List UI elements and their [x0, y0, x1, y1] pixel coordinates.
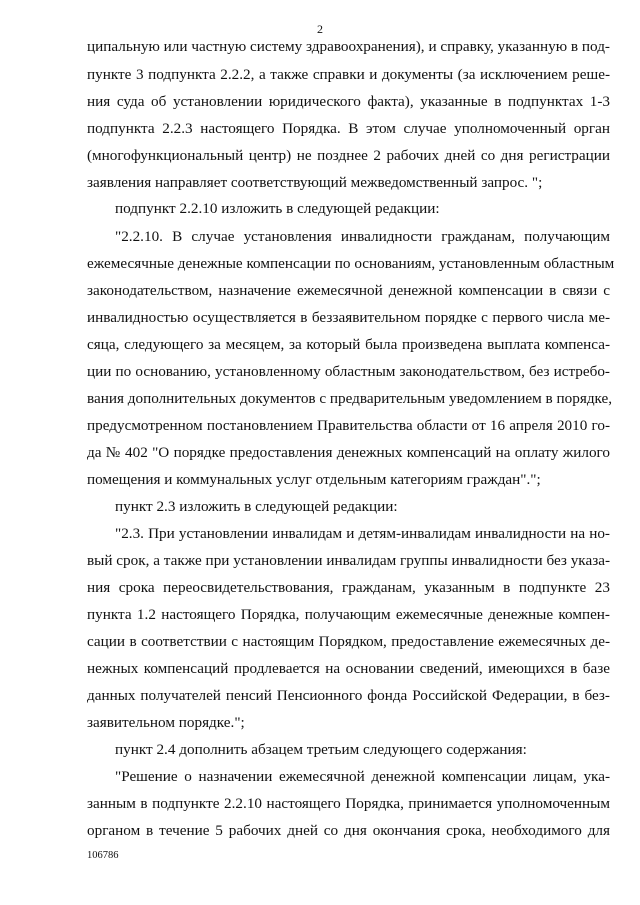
text-line: "2.3. При установлении инвалидам и детям-инвалидам инвалидности на но-: [115, 525, 610, 542]
text-line: пункта 1.2 настоящего Порядка, получающим ежемесячные денежные компен-: [87, 606, 610, 623]
text-line: предусмотренном постановлением Правительства области от 16 апреля 2010 го-: [87, 417, 610, 434]
text-line: сации в соответствии с настоящим Порядком, предоставление ежемесячных де-: [87, 633, 610, 650]
text-line: органом в течение 5 рабочих дней со дня окончания срока, необходимого для: [87, 822, 610, 839]
text-line: "2.2.10. В случае установления инвалидности гражданам, получающим: [115, 228, 610, 245]
page-number: 2: [317, 22, 323, 36]
text-line: "Решение о назначении ежемесячной денежной компенсации лицам, ука-: [115, 768, 610, 785]
text-line: ния срока переосвидетельствования, гражданам, указанным в подпункте 23: [87, 579, 610, 596]
text-line: сяца, следующего за месяцем, за который была произведена выплата компенса-: [87, 336, 610, 353]
text-line: (многофункциональный центр) не позднее 2 рабочих дней со дня регистрации: [87, 147, 610, 164]
text-line: инвалидностью осуществляется в беззаявительном порядке с первого числа ме-: [87, 309, 610, 326]
text-line: вый срок, а также при установлении инвалидам группы инвалидности без указа-: [87, 552, 610, 569]
text-line: пункт 2.4 дополнить абзацем третьим следующего содержания:: [115, 741, 527, 758]
text-line: подпункта 2.2.3 настоящего Порядка. В этом случае уполномоченный орган: [87, 120, 610, 137]
text-line: ципальную или частную систему здравоохранения), и справку, указанную в под-: [87, 38, 610, 55]
text-line: подпункт 2.2.10 изложить в следующей редакции:: [115, 200, 440, 217]
text-line: помещения и коммунальных услуг отдельным категориям граждан".";: [87, 471, 541, 488]
text-line: вания дополнительных документов с предварительным уведомлением в порядке,: [87, 390, 613, 407]
text-line: ции по основанию, установленному областным законодательством, без истребо-: [87, 363, 610, 380]
text-line: пункте 3 подпункта 2.2.2, а также справки и документы (за исключением реше-: [87, 66, 610, 83]
text-line: заявления направляет соответствующий межведомственный запрос. ";: [87, 174, 543, 191]
text-line: пункт 2.3 изложить в следующей редакции:: [115, 498, 398, 515]
text-line: заявительном порядке.";: [87, 714, 245, 731]
text-line: ния суда об установлении юридического факта), указанные в подпунктах 1-3: [87, 93, 610, 110]
text-line: законодательством, назначение ежемесячной денежной компенсации в связи с: [87, 282, 610, 299]
text-line: нежных компенсаций продлевается на основании сведений, имеющихся в базе: [87, 660, 610, 677]
text-line: ежемесячные денежные компенсации по основаниям, установленным областным: [87, 255, 615, 272]
text-line: данных получателей пенсий Пенсионного фонда Российской Федерации, в без-: [87, 687, 610, 704]
text-line: да № 402 "О порядке предоставления денежных компенсаций на оплату жилого: [87, 444, 610, 461]
text-line: занным в подпункте 2.2.10 настоящего Порядка, принимается уполномоченным: [87, 795, 610, 812]
document-code: 106786: [87, 850, 119, 861]
